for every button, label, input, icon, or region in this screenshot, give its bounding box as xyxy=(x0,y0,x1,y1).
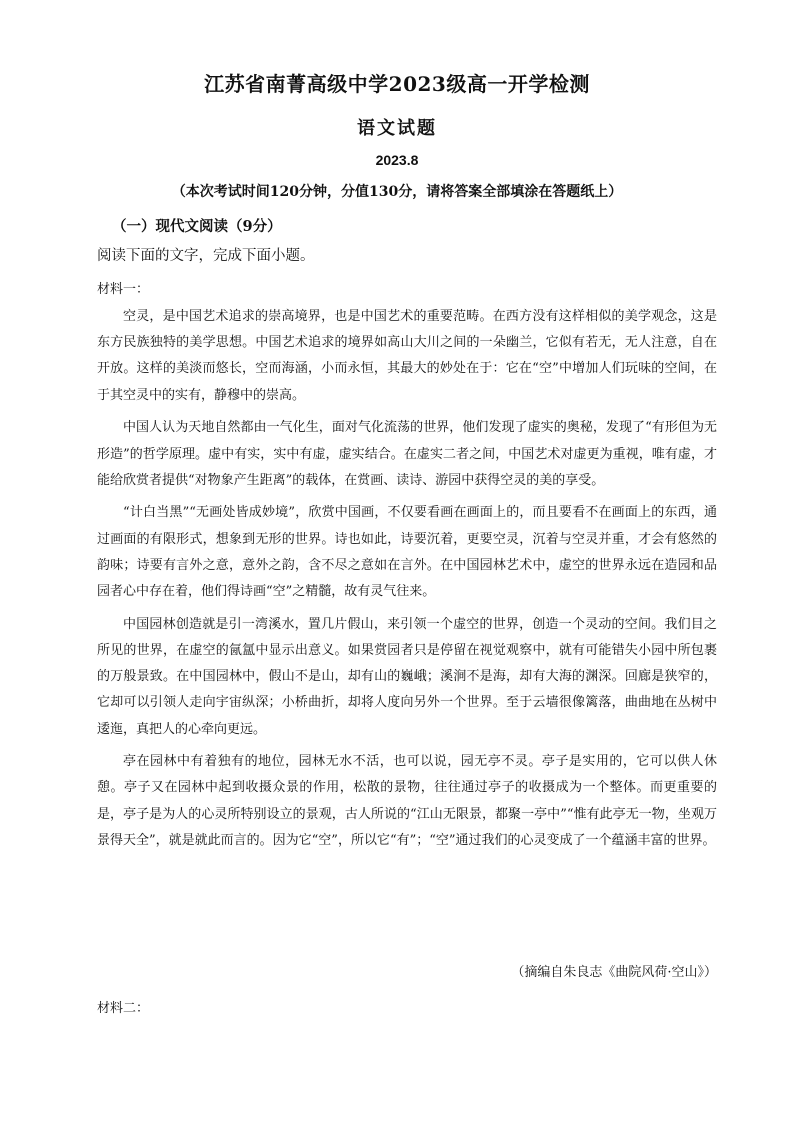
paragraph: “计白当黑”“无画处皆成妙境”，欣赏中国画，不仅要看画在画面上的，而且要看不在画面上的东西，通过画面的有限形式，想象到无形的世界。诗也如此，诗要沉着，更要空灵，沉着与空灵并重，才会有悠然的韵味；诗要有言外之意，意外之韵，含不尽之意如在言外。在中国园林艺术中，虚空的世界永远在造园和品园者心中存在着，他们得诗画“空”之精髓，故有灵气往来。 xyxy=(97,505,717,600)
material-two-label: 材料二： xyxy=(97,1001,150,1016)
source-citation: （摘编自朱良志《曲院风荷·空山》） xyxy=(511,965,717,980)
paragraph: 中国人认为天地自然都由一气化生，面对气化流荡的世界，他们发现了虚实的奥秘，发现了“有形但为无形造”的哲学原理。虚中有实，实中有虚，虚实结合。在虚实二者之间，中国艺术对虚更为重视，唯有虚，才能给欣赏者提供“对物象产生距离”的载体，在赏画、读诗、游园中获得空灵的美的享受。 xyxy=(97,420,717,488)
material-one-label: 材料一： xyxy=(97,282,150,297)
material-one-body xyxy=(97,304,717,854)
section-heading: （一）现代文阅读（9分） xyxy=(112,218,282,235)
exam-title: 江苏省南菁高级中学2023级高一开学检测 xyxy=(204,72,590,96)
exam-note: （本次考试时间120分钟，分值130分，请将答案全部填涂在答题纸上） xyxy=(171,184,623,200)
exam-subtitle: 语文试题 xyxy=(357,118,437,139)
paragraph: 亭在园林中有着独有的地位，园林无水不活，也可以说，园无亭不灵。亭子是实用的，它可以供人休憩。亭子又在园林中起到收摄众景的作用，松散的景物，往往通过亭子的收摄成为一个整体。而更重要的是，亭子是为人的心灵所特别设立的景观，古人所说的“江山无限景，都聚一亭中”“惟有此亭无一物，坐观万景得天全”，就是就此而言的。因为它“空”，所以它“有”；“空”通过我们的心灵变成了一个蕴涵丰富的世界。 xyxy=(97,754,717,848)
paragraph: 中国园林创造就是引一湾溪水，置几片假山，来引领一个虚空的世界，创造一个灵动的空间。我们目之所见的世界，在虚空的氤氲中显示出意义。如果赏园者只是停留在视觉观察中，就有可能错失小园中所包裹的万般景致。在中国园林中，假山不是山，却有山的巍峨；溪涧不是海，却有大海的渊深。回廊是狭窄的，它却可以引领人走向宇宙纵深；小桥曲折，却将人度向另外一个世界。至于云墙很像篱落，曲曲地在丛树中逶迤，真把人的心牵向更远。 xyxy=(97,616,717,737)
reading-instruction: 阅读下面的文字，完成下面小题。 xyxy=(97,248,315,264)
exam-date: 2023.8 xyxy=(375,152,419,168)
paragraph: 空灵，是中国艺术追求的崇高境界，也是中国艺术的重要范畴。在西方没有这样相似的美学观念，这是东方民族独特的美学思想。中国艺术追求的境界如高山大川之间的一朵幽兰，它似有若无，无人注意，自在开放。这样的美淡而悠长，空而海涵，小而永恒，其最大的妙处在于：它在“空”中增加人们玩味的空间，在于其空灵中的实有，静穆中的崇高。 xyxy=(97,309,717,403)
